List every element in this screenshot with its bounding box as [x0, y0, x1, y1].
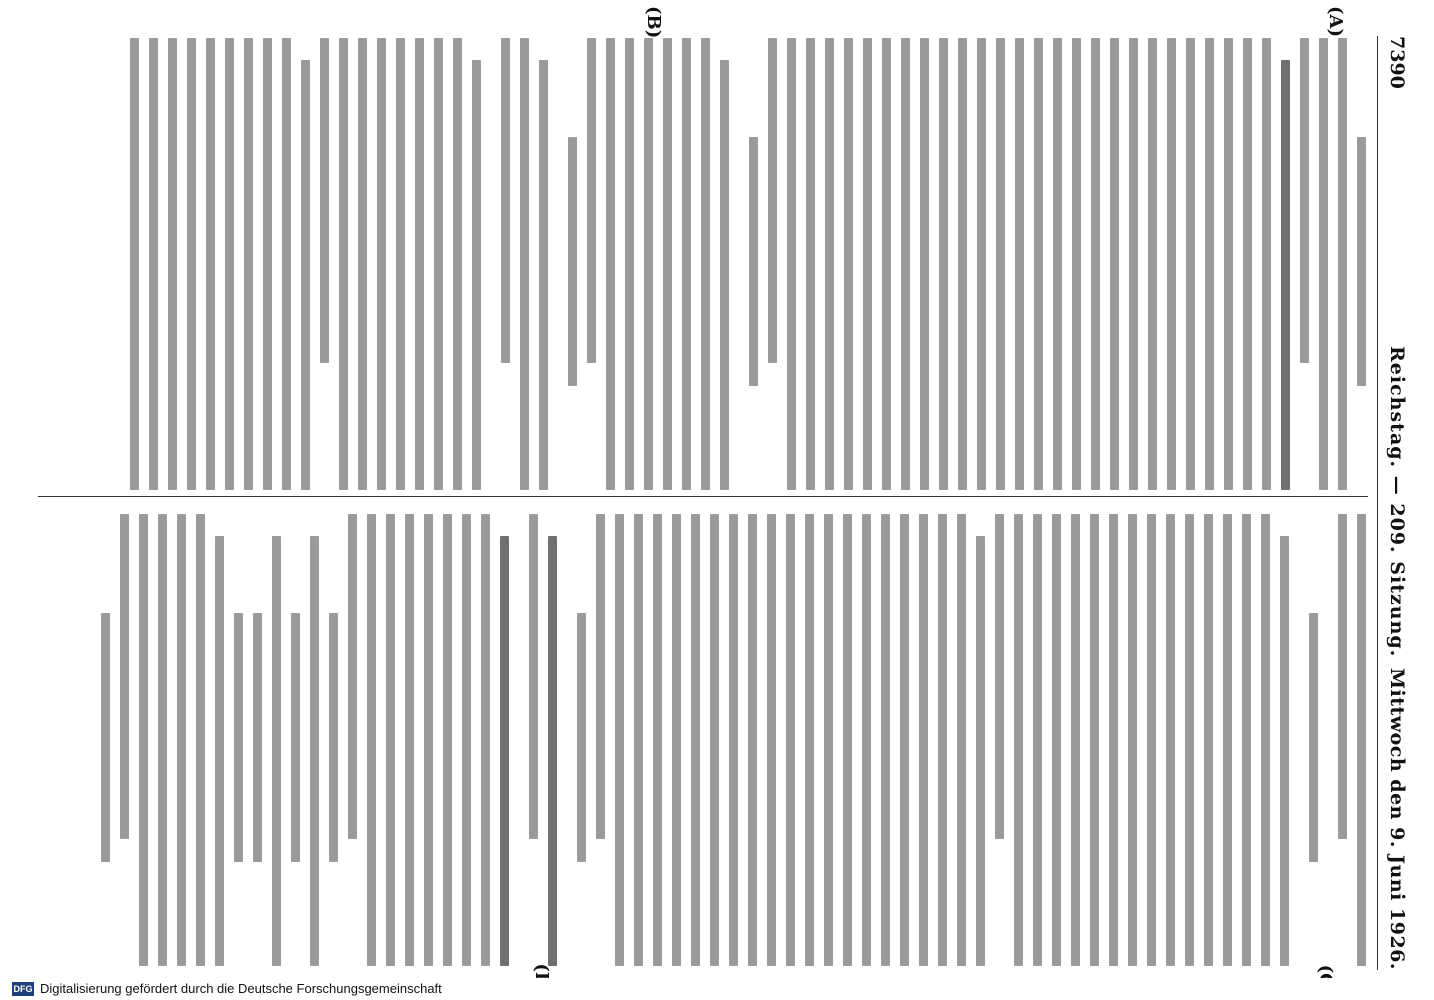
text-line [1109, 514, 1118, 966]
text-line [901, 38, 910, 490]
text-line [158, 514, 167, 966]
text-line [824, 514, 833, 966]
text-line [806, 38, 815, 490]
text-line [882, 38, 891, 490]
text-line [606, 38, 615, 490]
text-line [644, 38, 653, 490]
text-line [244, 38, 253, 490]
left-column-text [46, 38, 1366, 490]
text-line [843, 514, 852, 966]
text-line [1338, 38, 1347, 490]
text-line [1034, 38, 1043, 490]
text-line [844, 38, 853, 490]
text-line [805, 514, 814, 966]
text-line [957, 514, 966, 966]
column-divider [38, 496, 1368, 497]
text-line [501, 38, 510, 363]
text-line [500, 536, 509, 966]
text-line [443, 514, 452, 966]
text-line [568, 137, 577, 386]
text-line [101, 613, 110, 862]
text-line [377, 38, 386, 490]
text-line [1090, 514, 1099, 966]
text-line [434, 38, 443, 490]
text-line [187, 38, 196, 490]
text-line [786, 514, 795, 966]
text-line [234, 613, 243, 862]
text-line [424, 514, 433, 966]
text-line [720, 60, 729, 490]
text-line [862, 514, 871, 966]
page-number: 7390 [1386, 36, 1408, 89]
text-line [977, 38, 986, 490]
header-rule [1377, 36, 1378, 970]
text-line [938, 514, 947, 966]
text-line [396, 38, 405, 490]
text-line [1166, 514, 1175, 966]
text-line [1243, 38, 1252, 490]
text-line [958, 38, 967, 490]
dfg-logo: DFG [13, 984, 33, 994]
running-header [1382, 36, 1408, 970]
text-line [149, 38, 158, 490]
text-line [672, 514, 681, 966]
text-line [749, 137, 758, 386]
text-line [472, 60, 481, 490]
text-line [130, 38, 139, 490]
text-line [768, 38, 777, 363]
text-line [995, 514, 1004, 839]
text-line [748, 514, 757, 966]
text-line [1261, 514, 1270, 966]
text-line [320, 38, 329, 363]
text-line [900, 514, 909, 966]
text-line [367, 514, 376, 966]
text-line [1148, 38, 1157, 490]
session-date: Mittwoch den 9. Juni 1926. [1386, 667, 1408, 970]
text-line [1110, 38, 1119, 490]
text-line [282, 38, 291, 490]
text-line [767, 514, 776, 966]
text-line [881, 514, 890, 966]
text-line [1300, 38, 1309, 363]
digitization-caption: Digitalisierung gefördert durch die Deutsche Forschungsgemeinschaft [40, 981, 442, 996]
text-line [920, 38, 929, 490]
text-line [215, 536, 224, 966]
text-line [1281, 60, 1290, 490]
text-line [1338, 514, 1347, 839]
text-line [206, 38, 215, 490]
text-line [825, 38, 834, 490]
text-line [634, 514, 643, 966]
text-line [291, 613, 300, 862]
text-line [415, 38, 424, 490]
text-line [453, 38, 462, 490]
text-line [1204, 514, 1213, 966]
text-line [539, 60, 548, 490]
text-line [996, 38, 1005, 490]
margin-marker-a: (A) [1325, 6, 1346, 37]
text-line [529, 514, 538, 839]
text-line [1052, 514, 1061, 966]
text-line [1205, 38, 1214, 490]
text-line [587, 38, 596, 363]
text-line [1091, 38, 1100, 490]
margin-marker-b: (B) [643, 6, 664, 39]
text-line [253, 613, 262, 862]
text-line [520, 38, 529, 490]
text-line [1262, 38, 1271, 490]
text-line [596, 514, 605, 839]
text-line [663, 38, 672, 490]
text-line [310, 536, 319, 966]
text-line [358, 38, 367, 490]
text-line [168, 38, 177, 490]
text-line [1309, 613, 1318, 862]
text-line [263, 38, 272, 490]
text-line [653, 514, 662, 966]
text-line [863, 38, 872, 490]
text-line [1242, 514, 1251, 966]
text-line [1223, 514, 1232, 966]
text-line [272, 536, 281, 966]
text-line [1015, 38, 1024, 490]
text-line [405, 514, 414, 966]
text-line [1072, 38, 1081, 490]
text-line [1071, 514, 1080, 966]
text-line [939, 38, 948, 490]
text-line [1053, 38, 1062, 490]
text-line [1186, 38, 1195, 490]
text-line [548, 536, 557, 966]
text-line [976, 536, 985, 966]
text-line [120, 514, 129, 839]
text-line [701, 38, 710, 490]
text-line [1185, 514, 1194, 966]
text-line [462, 514, 471, 966]
text-line [1167, 38, 1176, 490]
text-line [1014, 514, 1023, 966]
text-line [1147, 514, 1156, 966]
text-line [710, 514, 719, 966]
text-line [1280, 536, 1289, 966]
text-line [1224, 38, 1233, 490]
text-line [339, 38, 348, 490]
text-line [139, 514, 148, 966]
text-line [301, 60, 310, 490]
text-line [481, 514, 490, 966]
text-line [1033, 514, 1042, 966]
text-line [177, 514, 186, 966]
right-column-text [46, 514, 1366, 966]
text-line [386, 514, 395, 966]
text-line [329, 613, 338, 862]
text-line [729, 514, 738, 966]
text-line [691, 514, 700, 966]
running-title: Reichstag. — 209. Sitzung. [1386, 346, 1408, 658]
text-line [1357, 514, 1366, 966]
text-line [919, 514, 928, 966]
text-line [1319, 38, 1328, 490]
text-line [682, 38, 691, 490]
text-line [225, 38, 234, 490]
text-line [577, 613, 586, 862]
text-line [1128, 514, 1137, 966]
text-line [1357, 137, 1366, 386]
footer-strip [0, 978, 1434, 1000]
text-line [615, 514, 624, 966]
text-line [196, 514, 205, 966]
text-line [348, 514, 357, 839]
text-line [625, 38, 634, 490]
text-line [1129, 38, 1138, 490]
text-line [787, 38, 796, 490]
